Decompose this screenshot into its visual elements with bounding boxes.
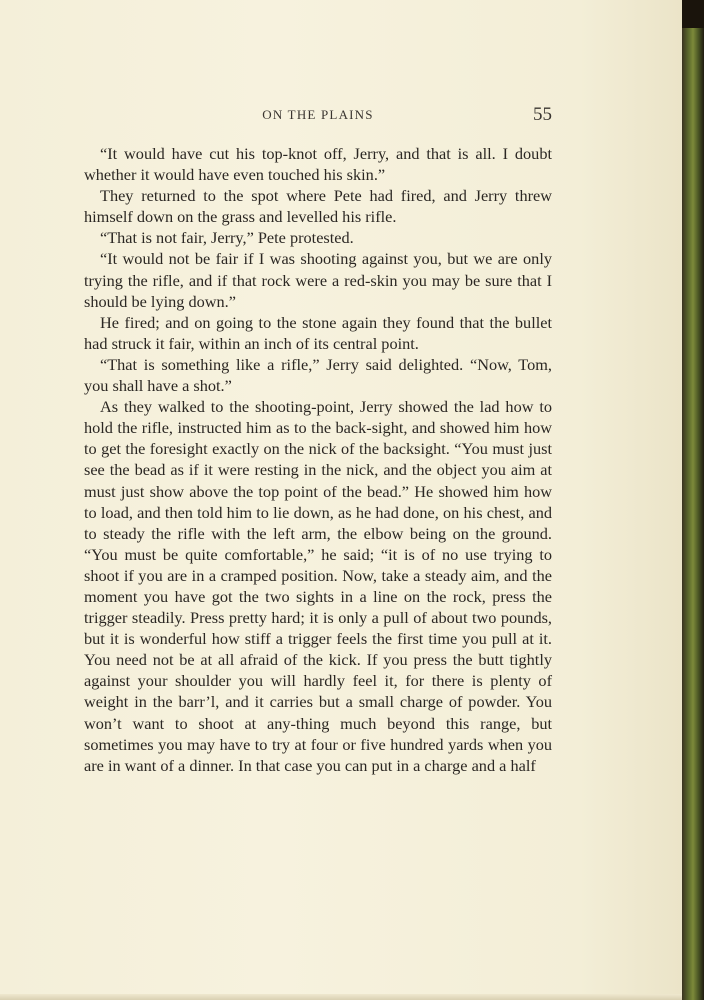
book-spine [682, 0, 704, 1000]
page-number: 55 [533, 104, 552, 125]
paragraph: “It would not be fair if I was shooting against you, but we are only trying the rifle, and if that rock were a red-skin you may be sure that I should be lying down.” [84, 249, 552, 311]
paragraph: They returned to the spot where Pete had fired, and Jerry threw himself down on the grass and levelled his rifle. [84, 186, 552, 227]
paragraph: As they walked to the shooting-point, Jerry showed the lad how to hold the rifle, instructed him as to the back-sight, and showed him how to get the foresight exactly on the nick of the backsight. “You must just see the bead as if it were resting in the nick, and the object you aim at must just show above the top point of the bead.” He showed him how to load, and then told him to lie down, as he had done, on his chest, and to steady the rifle with the left arm, the elbow being on the ground. “You must be quite comfortable,” he said; “it is of no use trying to shoot if you are in a cramped position. Now, take a steady aim, and the moment you have got the two sights in a line on the rock, press the trigger steadily. Press pretty hard; it is only a pull of about two pounds, but it is wonderful how stiff a trigger feels the first time you pull at it. You need not be at all afraid of the kick. If you press the butt tightly against your shoulder you will hardly feel it, for there is plenty of weight in the barr’l, and it carries but a small charge of powder. You won’t want to shoot at any-thing much beyond this range, but sometimes you may have to try at four or five hundred yards when you are in want of a dinner. In that case you can put in a charge and a half [84, 397, 552, 775]
spine-shadow [682, 0, 704, 28]
paragraph: “It would have cut his top-knot off, Jerry, and that is all. I doubt whether it would have even touched his skin.” [84, 144, 552, 185]
paragraph: “That is not fair, Jerry,” Pete protested. [100, 228, 354, 248]
running-head [84, 104, 552, 126]
running-title: ON THE PLAINS [262, 107, 374, 122]
paragraph: He fired; and on going to the stone again they found that the bullet had struck it fair, within an inch of its central point. [84, 312, 552, 353]
body-text [84, 143, 552, 776]
page-bottom-edge [0, 994, 682, 1000]
paragraph: “That is something like a rifle,” Jerry said delighted. “Now, Tom, you shall have a shot.” [84, 354, 552, 396]
